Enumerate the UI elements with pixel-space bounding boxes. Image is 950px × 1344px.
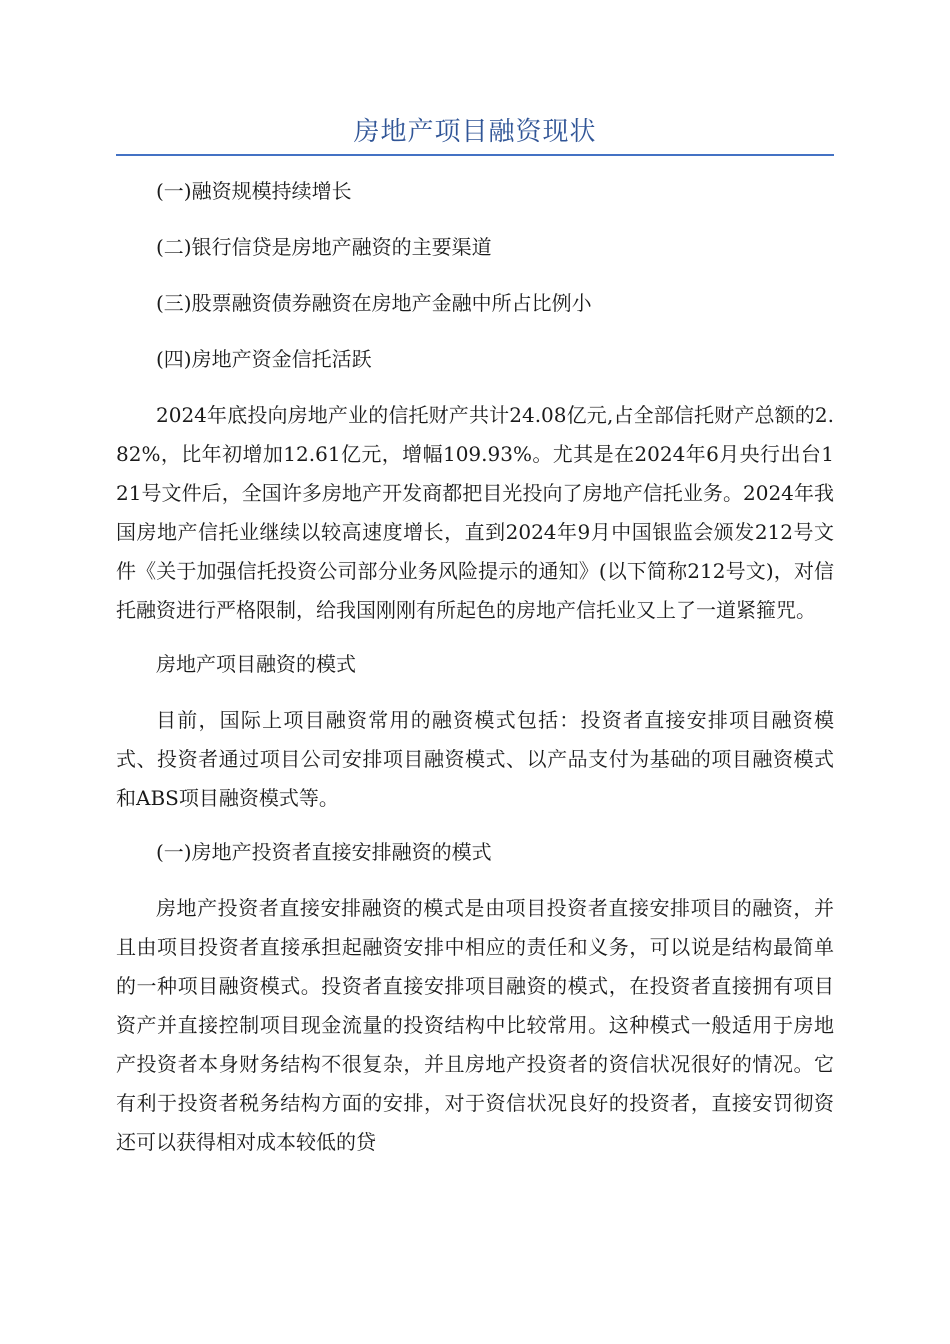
body-paragraph-trust: 2024年底投向房地产业的信托财产共计24.08亿元,占全部信托财产总额的2.82%，比年初增加12.61亿元，增幅109.93%。尤其是在2024年6月央行出台121号文件后，全国许多房地产开发商都把目光投向了房地产信托业务。2024年我国房地产信托业继续以较高速度增长，直到2024年9月中国银监会颁发212号文件《关于加强信托投资公司部分业务风险提示的通知》(以下简称212号文)，对信托融资进行严格限制，给我国刚刚有所起色的房地产信托业又上了一道紧箍咒。: [116, 403, 834, 622]
document-body: [116, 172, 834, 1177]
body-paragraph-models: 目前，国际上项目融资常用的融资模式包括：投资者直接安排项目融资模式、投资者通过项目公司安排项目融资模式、以产品支付为基础的项目融资模式和ABS项目融资模式等。: [116, 708, 834, 810]
section-heading-2: (二)银行信贷是房地产融资的主要渠道: [156, 235, 492, 259]
section-heading-3: (三)股票融资债券融资在房地产金融中所占比例小: [156, 291, 592, 315]
title-underline: [116, 154, 834, 156]
section-heading-4: (四)房地产资金信托活跃: [156, 347, 372, 371]
section-heading-direct: (一)房地产投资者直接安排融资的模式: [156, 840, 492, 864]
document-title: 房地产项目融资现状: [353, 117, 597, 147]
section-heading-models: 房地产项目融资的模式: [156, 652, 356, 676]
section-heading-1: (一)融资规模持续增长: [156, 179, 352, 203]
body-paragraph-direct: 房地产投资者直接安排融资的模式是由项目投资者直接安排项目的融资，并且由项目投资者直接承担起融资安排中相应的责任和义务，可以说是结构最简单的一种项目融资模式。投资者直接安排项目融资的模式，在投资者直接拥有项目资产并直接控制项目现金流量的投资结构中比较常用。这种模式一般适用于房地产投资者本身财务结构不很复杂，并且房地产投资者的资信状况很好的情况。它有利于投资者税务结构方面的安排，对于资信状况良好的投资者，直接安罚彻资还可以获得相对成本较低的贷: [116, 896, 834, 1154]
